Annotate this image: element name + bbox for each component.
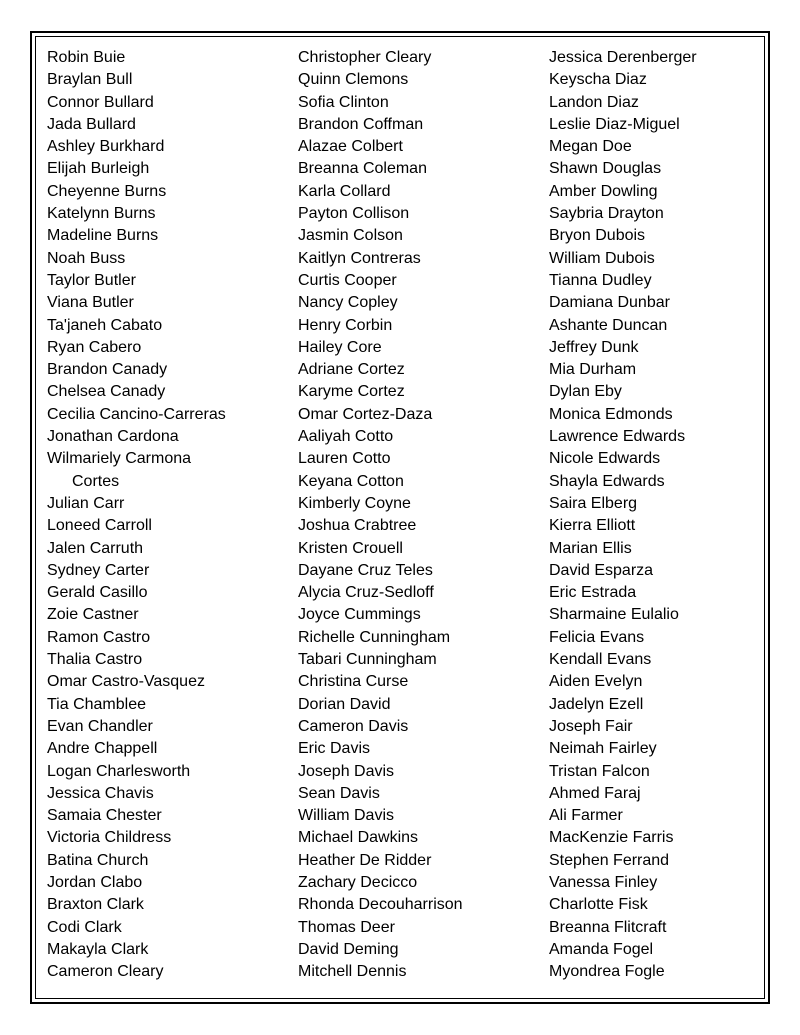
name-entry: Monica Edmonds	[549, 405, 673, 423]
name-entry: Cameron Davis	[298, 717, 409, 735]
name-entry: Robin Buie	[47, 49, 126, 66]
name-entry: Michael Dawkins	[298, 829, 419, 847]
name-entry: Amanda Fogel	[549, 940, 654, 958]
name-entry: Cheyenne Burns	[47, 182, 167, 200]
name-entry: Christina Curse	[298, 673, 409, 691]
name-entry: Saira Elberg	[549, 494, 638, 512]
name-entry: Curtis Cooper	[298, 271, 397, 289]
name-entry: Kendall Evans	[549, 651, 652, 669]
name-entry: Saybria Drayton	[549, 205, 664, 223]
name-entry: Adriane Cortez	[298, 361, 405, 379]
name-entry: Jalen Carruth	[47, 539, 144, 557]
name-entry: Jadelyn Ezell	[549, 695, 644, 713]
name-entry: Zoie Castner	[47, 606, 139, 624]
name-entry: Nicole Edwards	[549, 450, 661, 468]
name-entry: Damiana Dunbar	[549, 294, 670, 312]
name-entry: Alycia Cruz-Sedloff	[298, 584, 434, 602]
name-entry: Madeline Burns	[47, 227, 159, 245]
name-entry: Karla Collard	[298, 182, 391, 200]
name-entry: David Deming	[298, 940, 399, 958]
name-entry: Tia Chamblee	[47, 695, 147, 713]
name-entry: Andre Chappell	[47, 740, 158, 758]
name-entry: Landon Diaz	[549, 93, 639, 111]
name-entry: Makayla Clark	[47, 940, 149, 958]
name-entry: Ta'janeh Cabato	[47, 316, 163, 334]
name-entry: Nancy Copley	[298, 294, 398, 312]
name-entry: Joyce Cummings	[298, 606, 421, 624]
name-entry: Gerald Casillo	[47, 584, 148, 602]
name-entry: Loneed Carroll	[47, 517, 152, 535]
name-entry: Felicia Evans	[549, 628, 645, 646]
name-entry: Ashante Duncan	[549, 316, 668, 334]
name-entry: Logan Charlesworth	[47, 762, 191, 780]
name-entry: Jonathan Cardona	[47, 428, 179, 446]
name-entry: Batina Church	[47, 851, 149, 869]
name-entry: Viana Butler	[47, 294, 134, 312]
name-entry: Julian Carr	[47, 494, 125, 512]
name-entry: Megan Doe	[549, 138, 632, 156]
name-entry: Brandon Canady	[47, 361, 168, 379]
name-entry: Richelle Cunningham	[298, 628, 451, 646]
name-entry: Alazae Colbert	[298, 138, 403, 156]
name-entry: Heather De Ridder	[298, 851, 432, 869]
name-entry: Mitchell Dennis	[298, 963, 407, 981]
name-entry: Quinn Clemons	[298, 71, 409, 89]
name-entry: Payton Collison	[298, 205, 410, 223]
name-entry: Eric Davis	[298, 740, 371, 758]
name-entry: Dayane Cruz Teles	[298, 561, 433, 579]
name-entry: Ryan Cabero	[47, 338, 142, 356]
name-entry: Tabari Cunningham	[298, 651, 437, 669]
name-entry: Leslie Diaz-Miguel	[549, 115, 680, 133]
name-entry: Jessica Derenberger	[549, 49, 697, 66]
name-entry: Shayla Edwards	[549, 472, 665, 490]
name-entry: Marian Ellis	[549, 539, 632, 557]
name-entry: Wilmariely Carmona	[47, 450, 192, 468]
name-entry: William Davis	[298, 807, 394, 825]
name-entry: Aiden Evelyn	[549, 673, 643, 691]
name-entry: Joshua Crabtree	[298, 517, 417, 535]
name-entry: Myondrea Fogle	[549, 963, 665, 981]
name-entry: Katelynn Burns	[47, 205, 156, 223]
name-entry: Neimah Fairley	[549, 740, 657, 758]
name-entry: Noah Buss	[47, 249, 126, 267]
name-entry: Cecilia Cancino-Carreras	[47, 405, 226, 423]
name-entry: Stephen Ferrand	[549, 851, 670, 869]
name-entry: Sydney Carter	[47, 561, 150, 579]
name-entry: Kimberly Coyne	[298, 494, 411, 512]
name-entry: Jessica Chavis	[47, 784, 154, 802]
name-entry: David Esparza	[549, 561, 654, 579]
name-entry: Brandon Coffman	[298, 115, 424, 133]
name-entry: Jasmin Colson	[298, 227, 403, 245]
name-entry: Elijah Burleigh	[47, 160, 150, 178]
name-entry: Chelsea Canady	[47, 383, 166, 401]
name-entry: Aaliyah Cotto	[298, 428, 394, 446]
name-column-1	[47, 47, 287, 983]
name-entry: Tianna Dudley	[549, 271, 652, 289]
name-entry: Eric Estrada	[549, 584, 637, 602]
name-entry: Ashley Burkhard	[47, 138, 165, 156]
name-entry: Thalia Castro	[47, 651, 143, 669]
name-entry: Christopher Cleary	[298, 49, 432, 66]
name-entry: Breanna Coleman	[298, 160, 427, 178]
name-entry: Ahmed Faraj	[549, 784, 641, 802]
name-entry: Ali Farmer	[549, 807, 623, 825]
name-entry: Breanna Flitcraft	[549, 918, 667, 936]
name-entry: MacKenzie Farris	[549, 829, 674, 847]
name-entry: Tristan Falcon	[549, 762, 650, 780]
name-entry: Ramon Castro	[47, 628, 151, 646]
name-entry: Henry Corbin	[298, 316, 393, 334]
name-entry: Dorian David	[298, 695, 391, 713]
name-entry: Omar Castro-Vasquez	[47, 673, 205, 691]
name-entry: Kierra Elliott	[549, 517, 636, 535]
name-entry: Connor Bullard	[47, 93, 154, 111]
name-entry: Zachary Decicco	[298, 873, 418, 891]
name-entry: Jada Bullard	[47, 115, 136, 133]
name-entry: Bryon Dubois	[549, 227, 646, 245]
name-entry: Lauren Cotto	[298, 450, 391, 468]
name-entry: Jeffrey Dunk	[549, 338, 639, 356]
name-entry: Sofia Clinton	[298, 93, 389, 111]
name-entry: Dylan Eby	[549, 383, 622, 401]
name-entry: Karyme Cortez	[298, 383, 405, 401]
name-entry: Amber Dowling	[549, 182, 658, 200]
name-entry: Vanessa Finley	[549, 873, 658, 891]
name-entry: Lawrence Edwards	[549, 428, 686, 446]
name-entry: William Dubois	[549, 249, 655, 267]
name-entry: Thomas Deer	[298, 918, 395, 936]
name-entry: Samaia Chester	[47, 807, 162, 825]
name-entry: Joseph Davis	[298, 762, 395, 780]
name-entry: Mia Durham	[549, 361, 637, 379]
name-entry: Braxton Clark	[47, 896, 144, 914]
name-entry: Charlotte Fisk	[549, 896, 648, 914]
name-entry: Codi Clark	[47, 918, 122, 936]
name-entry: Jordan Clabo	[47, 873, 143, 891]
name-column-3	[549, 47, 769, 983]
name-entry: Cortes	[72, 472, 120, 490]
name-entry: Sharmaine Eulalio	[549, 606, 679, 624]
name-entry: Victoria Childress	[47, 829, 172, 847]
name-entry: Sean Davis	[298, 784, 380, 802]
name-entry: Kristen Crouell	[298, 539, 403, 557]
name-entry: Joseph Fair	[549, 717, 633, 735]
name-entry: Omar Cortez-Daza	[298, 405, 433, 423]
name-entry: Kaitlyn Contreras	[298, 249, 421, 267]
name-entry: Braylan Bull	[47, 71, 133, 89]
name-entry: Rhonda Decouharrison	[298, 896, 463, 914]
name-entry: Cameron Cleary	[47, 963, 164, 981]
name-entry: Shawn Douglas	[549, 160, 662, 178]
name-column-2	[298, 47, 538, 983]
name-entry: Keyscha Diaz	[549, 71, 647, 89]
name-entry: Taylor Butler	[47, 271, 136, 289]
name-entry: Evan Chandler	[47, 717, 153, 735]
name-entry: Hailey Core	[298, 338, 382, 356]
name-entry: Keyana Cotton	[298, 472, 404, 490]
